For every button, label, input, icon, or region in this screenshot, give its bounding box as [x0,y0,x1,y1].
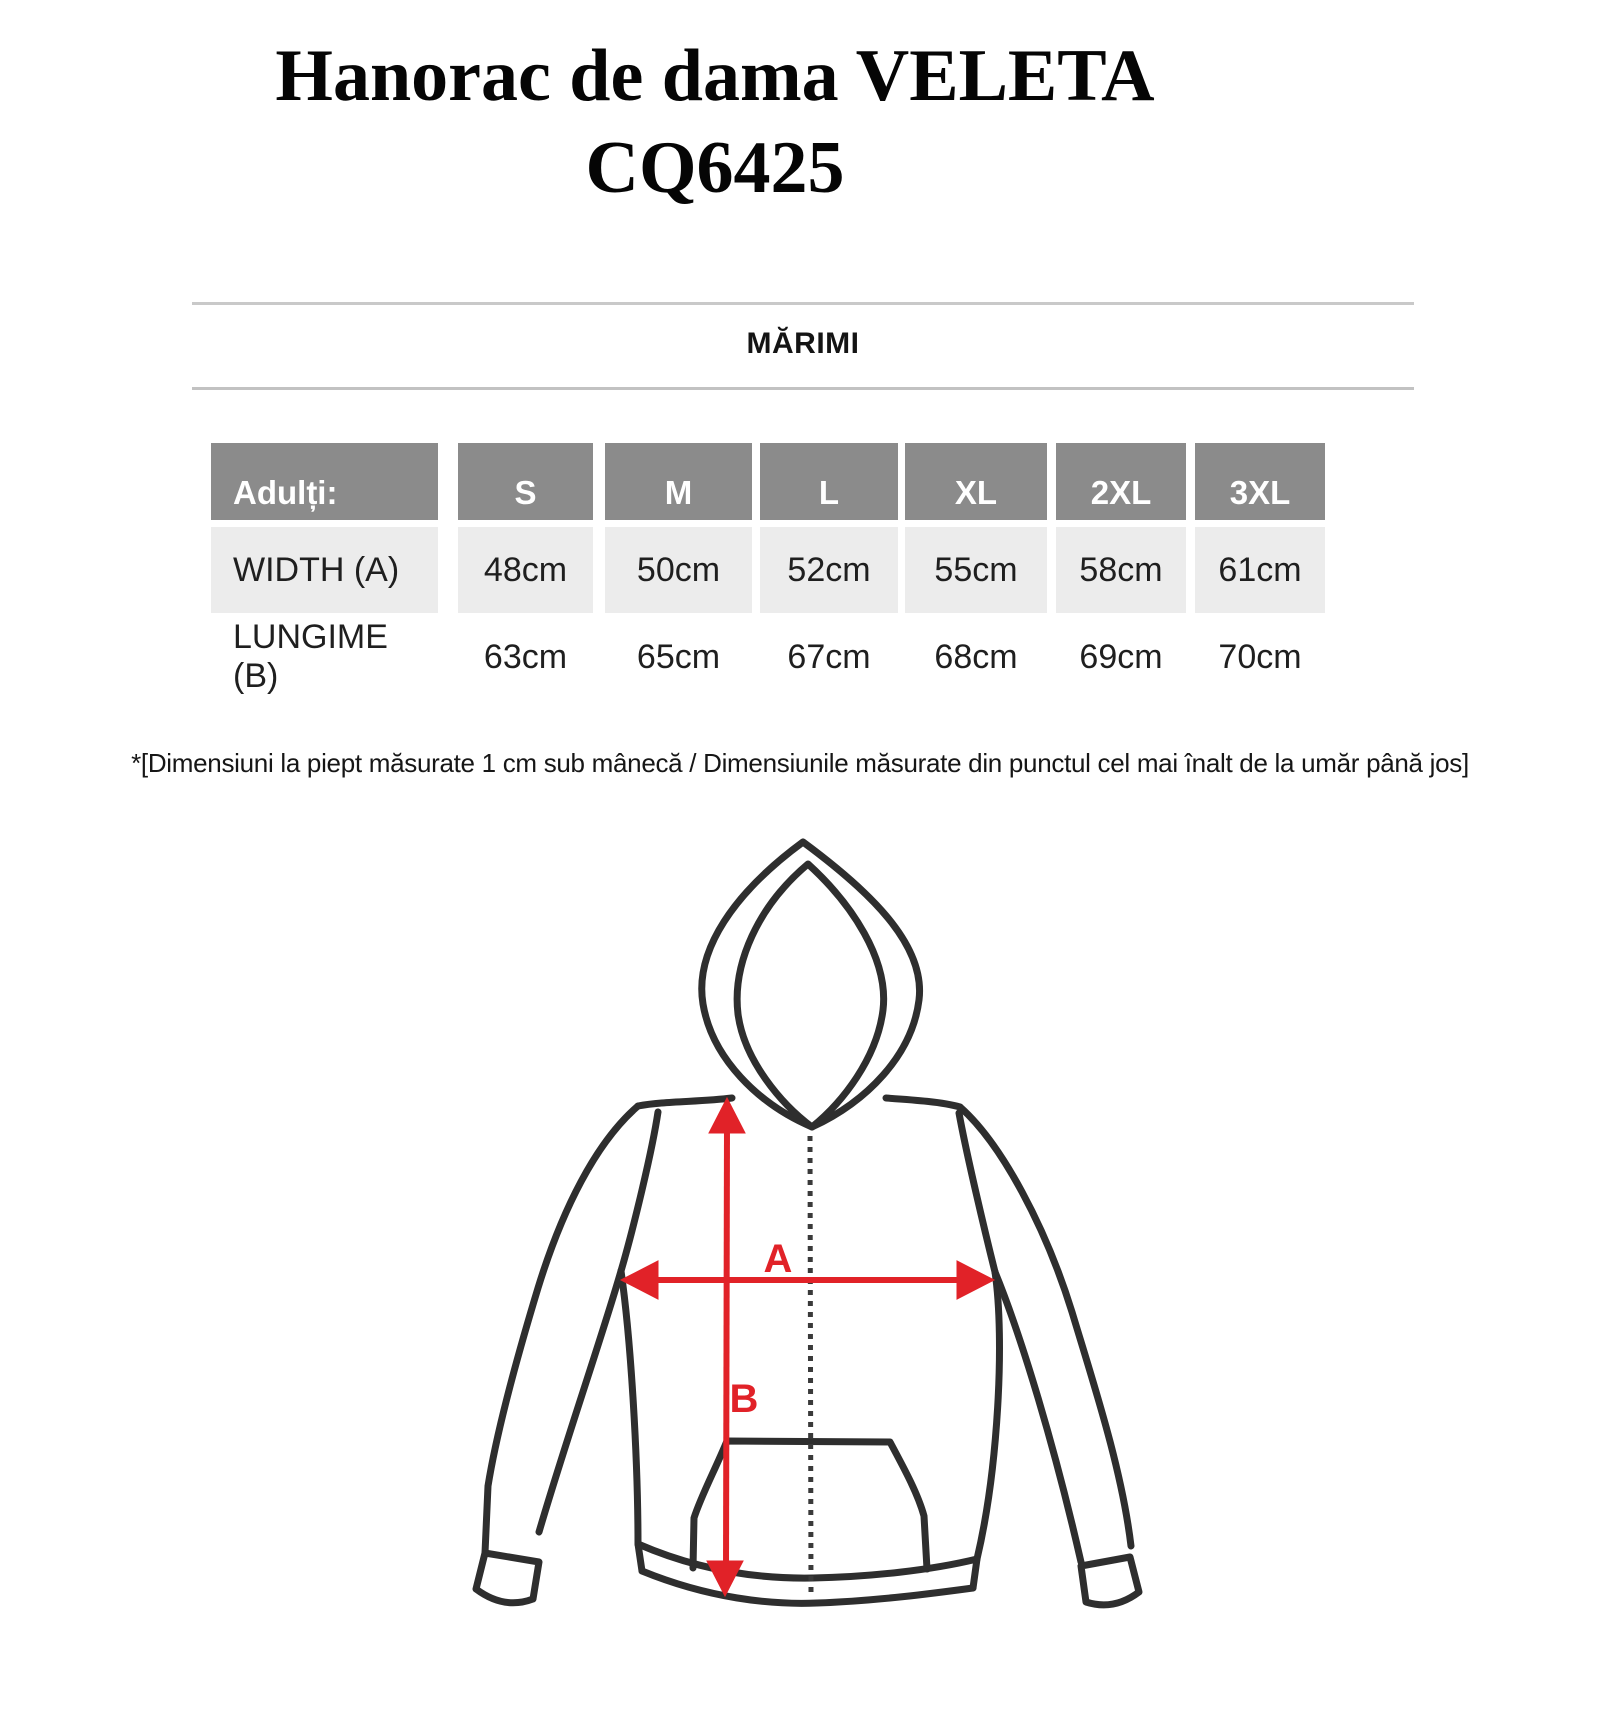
left-shoulder [638,1098,732,1106]
hoodie-outline [476,842,1139,1605]
hem-right-end [973,1559,977,1588]
length-value-l: 67cm [787,637,871,676]
left-body-side [621,1271,638,1544]
width-value-2xl: 58cm [1056,527,1186,613]
width-value-3xl: 61cm [1195,527,1325,613]
divider-bottom [192,387,1414,390]
length-value-2xl: 69cm [1079,637,1163,676]
width-value-s: 48cm [458,527,593,613]
left-sleeve-inner [539,1271,621,1532]
header-cell-m: M [605,443,752,520]
measure-label-a: A [763,1237,793,1281]
length-value-s: 63cm [483,637,568,676]
measure-label-b: B [729,1377,759,1421]
measure-b-line [726,1124,727,1570]
width-value-l: 52cm [760,527,898,613]
sizes-section-heading: MĂRIMI [746,327,860,360]
length-value-xl: 68cm [934,637,1018,676]
right-body-side [977,1272,999,1559]
width-value-m: 50cm [605,527,752,613]
arrowhead-up-icon [709,1098,745,1133]
measure-arrows [621,1098,994,1596]
length-value-m: 65cm [636,637,721,676]
right-sleeve-outer [960,1107,1131,1546]
hoodie-diagram [400,780,1200,1640]
header-cell-3xl: 3XL [1195,443,1325,520]
size-table [211,443,1325,701]
measurement-footnote: *[Dimensiuni la piept măsurate 1 cm sub mânecă / Dimensiunile măsurate din punctul cel mai înalt de la umăr până jos] [131,748,1469,778]
page-title-line2: CQ6425 [585,127,845,209]
left-cuff [476,1553,539,1603]
left-sleeve-outer [485,1106,638,1553]
row-label-width: WIDTH (A) [211,527,438,613]
hem-left-end [638,1544,642,1571]
length-value-3xl: 70cm [1218,637,1302,676]
page-title-line1: Hanorac de dama VELETA [275,35,1155,117]
header-cell-2xl: 2XL [1056,443,1186,520]
table-row-length [211,613,1325,701]
table-row-width [211,527,1325,613]
right-sleeve-inner [995,1272,1081,1562]
hoodie-size-diagram-svg [400,780,1200,1640]
header-cell-s: S [458,443,593,520]
divider-top [192,302,1414,305]
header-cell-xl: XL [905,443,1047,520]
zipper-line [810,1136,811,1594]
width-value-xl: 55cm [905,527,1047,613]
arrowhead-right-icon [957,1261,994,1299]
right-shoulder [886,1098,960,1107]
size-table-header-row [211,443,1325,520]
hood-inner [737,864,883,1127]
row-label-length: LUNGIME (B) [233,618,388,695]
right-cuff [1081,1557,1139,1605]
page-title [0,30,1430,214]
header-cell-adults: Adulți: [211,443,438,520]
header-cell-l: L [760,443,898,520]
left-body-seam [621,1112,658,1271]
